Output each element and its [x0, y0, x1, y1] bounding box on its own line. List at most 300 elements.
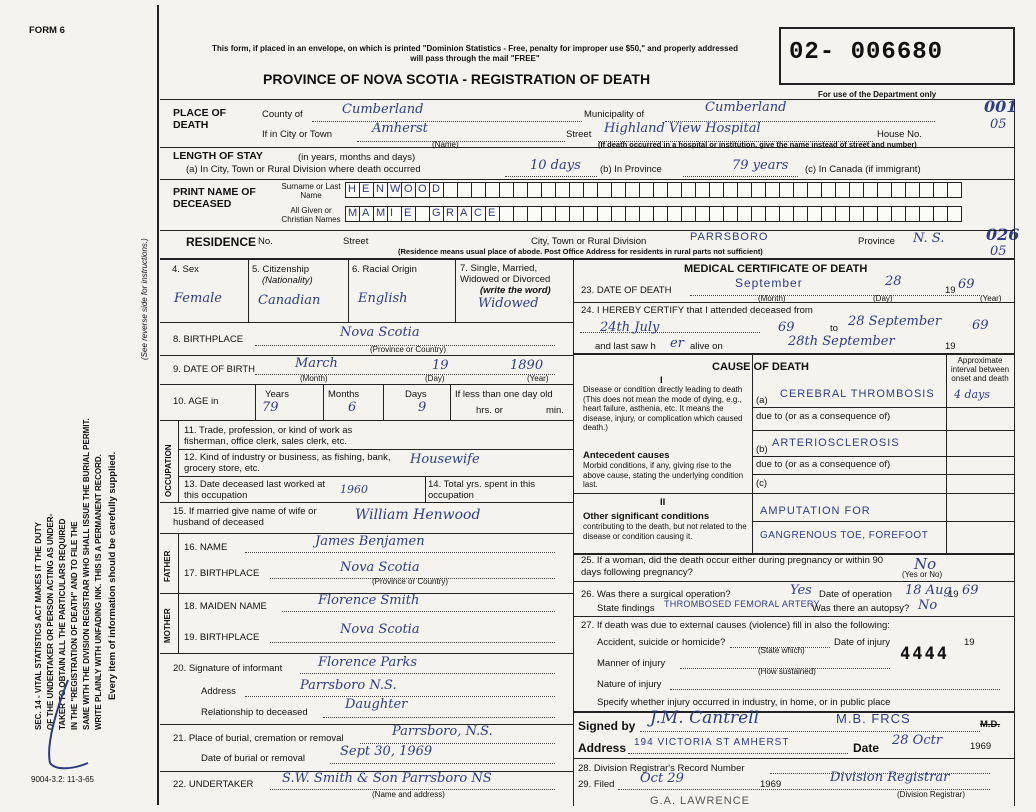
name-letter-box	[905, 206, 920, 222]
name-letter-box	[877, 206, 892, 222]
birth-month-sub: (Month)	[300, 374, 328, 383]
death-month-sub: (Month)	[758, 294, 786, 303]
birth-year: 1890	[510, 358, 544, 373]
hospital-note: (If death occurred in a hospital or institution, give the name instead of street and number)	[598, 140, 917, 149]
rule	[752, 456, 1014, 457]
age-days-value: 9	[418, 400, 427, 415]
name-letter-box	[737, 182, 752, 198]
name-letter-box	[373, 182, 388, 198]
residence-street-label: Street	[343, 236, 369, 247]
instruction-line: IN THE "REGISTRATION OF DEATH" AND TO FILE THE	[70, 521, 79, 730]
name-letter-box	[905, 182, 920, 198]
rule	[178, 593, 179, 653]
name-letter-box	[863, 182, 878, 198]
name-letter-box	[821, 182, 836, 198]
informant-address-value: Parrsboro N.S.	[300, 678, 397, 693]
death-year: 69	[958, 277, 975, 292]
name-letter: M	[376, 207, 386, 219]
rule	[505, 176, 597, 177]
name-letter-box	[345, 182, 360, 198]
name-sublabel: (Name)	[432, 140, 459, 149]
county-value: Cumberland	[342, 102, 424, 117]
mother-birthplace-label: 19. BIRTHPLACE	[184, 632, 260, 643]
registration-number-box	[779, 27, 1015, 85]
pregnancy-label: 25. If a woman, did the death occur either during pregnancy or within 90 days following pregnancy?	[581, 555, 884, 578]
form-number: FORM 6	[29, 25, 65, 36]
name-letter-box	[695, 206, 710, 222]
mother-name-value: Florence Smith	[318, 593, 420, 608]
signed-year: 1969	[970, 741, 992, 752]
occupation-years-label: 14. Total yrs. spent in this occupation	[428, 479, 536, 501]
print-name-label: PRINT NAME OF DECEASED	[173, 186, 256, 210]
name-letter-box	[499, 206, 514, 222]
county-label: County of	[262, 109, 303, 120]
registrar-label: (Division Registrar)	[897, 790, 966, 799]
injury-date-label: Date of injury	[834, 637, 890, 648]
date-of-birth-label: 9. DATE OF BIRTH	[173, 364, 255, 375]
residence-note: (Residence means usual place of abode. Post Office Address for residents in rural parts not sufficient)	[398, 247, 763, 256]
name-letter-box	[863, 206, 878, 222]
signed-by-label: Signed by	[578, 719, 636, 733]
death-year-sub: (Year)	[980, 294, 1002, 303]
street-value: Highland View Hospital	[604, 121, 761, 136]
birthplace-value: Nova Scotia	[340, 325, 420, 340]
cause-a-value: CEREBRAL THROMBOSIS	[780, 388, 935, 400]
pregnancy-value: No	[914, 555, 937, 573]
stay-city-label: (a) In City, Town or Rural Division where death occurred	[186, 164, 421, 175]
name-letter: A	[460, 207, 468, 219]
informant-signature: Florence Parks	[318, 655, 418, 670]
name-letter-box	[667, 206, 682, 222]
rule	[450, 384, 451, 420]
occupation-industry-label: 12. Kind of industry or business, as fishing, bank, grocery store, etc.	[184, 452, 391, 474]
age-years-value: 79	[262, 400, 279, 415]
age-label: 10. AGE in	[173, 396, 219, 407]
birth-year-sub: (Year)	[527, 374, 549, 383]
name-letter-box	[653, 206, 668, 222]
name-letter-box	[723, 206, 738, 222]
age-min-label: min.	[546, 405, 564, 416]
racial-origin-label: 6. Racial Origin	[352, 264, 417, 275]
name-letter-box	[667, 182, 682, 198]
name-letter: H	[348, 183, 356, 195]
part-ii-label: II	[660, 497, 666, 508]
certify-label: 24. I HEREBY CERTIFY that I attended deceased from	[581, 305, 813, 316]
surgery-value: Yes	[790, 583, 812, 598]
name-letter-box	[835, 182, 850, 198]
disease-label: Disease or condition directly leading to death (This does not mean the mode of dying, e.g., heart failure, asthenia, etc. It means the disease, injury, or complication which caused death.)	[583, 385, 743, 432]
name-letter: R	[446, 207, 454, 219]
city-label: If in City or Town	[262, 129, 333, 140]
spouse-value: William Henwood	[355, 507, 481, 523]
city-value: Amherst	[372, 121, 428, 136]
rule	[178, 449, 573, 450]
name-letter-box	[429, 182, 444, 198]
name-letter-box	[541, 182, 556, 198]
rule	[628, 753, 848, 754]
name-letter-box	[401, 206, 416, 222]
name-letter-box	[751, 182, 766, 198]
rule	[383, 384, 384, 420]
stay-province-value: 79 years	[732, 158, 789, 173]
rule	[690, 295, 980, 296]
name-letter-box	[877, 182, 892, 198]
rule	[573, 758, 1014, 759]
name-letter-box	[513, 206, 528, 222]
rule	[683, 176, 798, 177]
father-birthplace-label: 17. BIRTHPLACE	[184, 568, 260, 579]
death-day-sub: (Day)	[873, 294, 893, 303]
surname-label: Surname or Last Name	[281, 182, 341, 200]
racial-origin-value: English	[358, 291, 408, 306]
name-letter-box	[359, 206, 374, 222]
rule	[178, 533, 179, 593]
interval-label: Approximate interval between onset and death	[950, 356, 1010, 383]
rule	[425, 476, 426, 502]
name-letter-box	[345, 206, 360, 222]
burial-place-label: 21. Place of burial, cremation or removal	[173, 733, 344, 744]
rule	[573, 493, 1014, 494]
undertaker-label: 22. UNDERTAKER	[173, 779, 254, 790]
rule	[160, 502, 573, 503]
father-name-value: James Benjamen	[315, 534, 425, 549]
spouse-label: 15. If married give name of wife or husband of deceased	[173, 506, 317, 528]
marital-status-value: Widowed	[478, 296, 539, 311]
name-letter: D	[432, 183, 440, 195]
name-letter-box	[443, 206, 458, 222]
instruction-line: WRITE PLAINLY WITH UNFADING INK. THIS IS A PERMANENT RECORD.	[94, 454, 103, 730]
name-letter-box	[779, 206, 794, 222]
physician-signature: J.M. Cantrell	[650, 708, 760, 728]
rule	[573, 353, 1014, 355]
form-code: 9004-3.2: 11-3-65	[31, 775, 95, 784]
municipality-value: Cumberland	[705, 100, 787, 115]
accident-label: Accident, suicide or homicide?	[597, 637, 726, 648]
due-to-label-1: due to (or as a consequence of)	[756, 411, 891, 422]
name-letter-box	[471, 206, 486, 222]
registrar-print-name: G.A. LAWRENCE	[650, 795, 750, 807]
rule	[160, 653, 573, 654]
informant-address-label: Address	[201, 686, 236, 697]
rule	[946, 353, 947, 553]
name-letter-box	[947, 206, 962, 222]
instruction-line: TAKER TO OBTAIN ALL THE PARTICULARS REQUIRED	[58, 518, 67, 730]
name-letter-box	[765, 182, 780, 198]
rule	[670, 689, 1000, 690]
name-letter: N	[376, 183, 384, 195]
rule	[573, 711, 1014, 713]
name-letter-box	[359, 182, 374, 198]
name-letter-box	[499, 182, 514, 198]
rule	[245, 552, 555, 553]
name-letter-box	[723, 182, 738, 198]
name-letter-box	[569, 182, 584, 198]
rule	[312, 121, 582, 122]
rule	[580, 332, 760, 333]
autopsy-label: Was there an autopsy?	[812, 603, 910, 614]
name-letter-box	[527, 182, 542, 198]
certify-year-1: 69	[778, 320, 795, 335]
name-letter-box	[583, 182, 598, 198]
registrar-signature: Division Registrar	[830, 770, 950, 785]
date-of-death-label: 23. DATE OF DEATH	[581, 285, 672, 296]
last-saw-label: and last saw h	[595, 341, 656, 352]
age-less-label: If less than one day old	[455, 389, 553, 400]
burial-date-value: Sept 30, 1969	[340, 744, 433, 759]
father-name-label: 16. NAME	[184, 542, 228, 553]
part-i-label: I	[660, 375, 663, 386]
name-letter: O	[404, 183, 413, 195]
occupation-side-label: OCCUPATION	[164, 444, 173, 497]
birthplace-label: 8. BIRTHPLACE	[173, 334, 244, 345]
name-letter-box	[471, 182, 486, 198]
father-birthplace-value: Nova Scotia	[340, 560, 420, 575]
name-letter-box	[373, 206, 388, 222]
residence-city-label: City, Town or Rural Division	[531, 236, 647, 247]
name-letter-box	[709, 206, 724, 222]
alive-year-prefix: 19	[945, 341, 956, 352]
antecedent-sub: Morbid conditions, if any, giving rise to the above cause, stating the underlying condition last.	[583, 461, 744, 489]
instruction-line: OF THE UNDERTAKER OR PERSON ACTING AS UNDER-	[46, 513, 55, 730]
age-years-label: Years	[265, 389, 289, 400]
name-letter: E	[404, 207, 412, 219]
name-letter-box	[765, 206, 780, 222]
occupation-industry-value: Housewife	[410, 452, 480, 467]
name-letter-box	[611, 182, 626, 198]
house-label: House No.	[877, 129, 922, 140]
name-letter-box	[569, 206, 584, 222]
dept-code-1: 001	[984, 97, 1018, 116]
certify-year-2: 69	[972, 318, 989, 333]
name-letter: E	[362, 183, 370, 195]
occupation-last-worked-label: 13. Date deceased last worked at this occupation	[184, 479, 326, 501]
rule	[330, 763, 555, 764]
name-letter-box	[639, 182, 654, 198]
name-letter-box	[597, 206, 612, 222]
name-letter-box	[401, 182, 416, 198]
birthplace-sub: (Province or Country)	[370, 345, 447, 354]
stay-province-label: (b) In Province	[600, 164, 662, 175]
cause-b-value: ARTERIOSCLEROSIS	[772, 437, 900, 449]
alive-on-label: alive on	[690, 341, 723, 352]
autopsy-value: No	[918, 598, 938, 613]
name-letter-box	[597, 182, 612, 198]
left-margin-rule	[157, 5, 159, 805]
citizenship-label: 5. Citizenship	[252, 264, 310, 275]
name-letter-box	[807, 206, 822, 222]
name-letter: G	[432, 207, 441, 219]
signed-date-label: Date	[853, 741, 880, 755]
name-letter-box	[793, 182, 808, 198]
operation-date-label: Date of operation	[819, 589, 892, 600]
rule	[160, 355, 573, 356]
name-letter: O	[418, 183, 427, 195]
informant-label: 20. Signature of informant	[173, 663, 283, 674]
death-month: September	[735, 276, 803, 290]
rule	[455, 258, 456, 322]
name-letter-box	[541, 206, 556, 222]
rule	[178, 420, 179, 502]
mother-name-label: 18. MAIDEN NAME	[184, 601, 267, 612]
name-letter-box	[415, 182, 430, 198]
rule	[160, 384, 573, 385]
other-conditions-sub: contributing to the death, but not related to the disease or condition causing it.	[583, 522, 747, 541]
registration-number: 02- 006680	[789, 39, 944, 66]
stamp-number: 4444	[900, 644, 949, 664]
dept-code-2: 05	[990, 117, 1007, 132]
physician-address-value: 194 VICTORIA ST AMHERST	[634, 737, 790, 748]
relationship-value: Daughter	[345, 697, 408, 712]
name-letter-box	[625, 182, 640, 198]
relationship-label: Relationship to deceased	[201, 707, 308, 718]
antecedent-label: Antecedent causes	[583, 450, 670, 461]
cause-b-label: (b)	[756, 444, 768, 455]
age-hrs-label: hrs. or	[476, 405, 503, 416]
residence-province-value: N. S.	[913, 231, 945, 246]
last-saw-value: er	[670, 336, 684, 351]
rule	[248, 258, 249, 322]
rule	[1014, 99, 1015, 806]
name-letter-box	[485, 182, 500, 198]
rule	[255, 384, 256, 420]
name-letter-box	[821, 206, 836, 222]
rule	[160, 179, 1014, 180]
rule	[752, 474, 1014, 475]
pregnancy-sub: (Yes or No)	[902, 570, 943, 579]
residence-no-label: No.	[258, 236, 273, 247]
name-letter-box	[695, 182, 710, 198]
citizenship-value: Canadian	[258, 293, 321, 308]
given-names-label: All Given or Christian Names	[281, 206, 341, 224]
name-letter-box	[387, 182, 402, 198]
rule	[160, 724, 573, 725]
name-letter-box	[513, 182, 528, 198]
birth-month: March	[295, 356, 338, 371]
cause-a-label: (a)	[756, 395, 768, 406]
name-letter-box	[527, 206, 542, 222]
form-title: PROVINCE OF NOVA SCOTIA - REGISTRATION OF DEATH	[263, 71, 651, 87]
street-label: Street	[566, 129, 592, 140]
death-year-prefix: 19	[945, 285, 956, 296]
filed-date: Oct 29	[640, 771, 684, 786]
name-letter-box	[653, 182, 668, 198]
rule	[752, 430, 1014, 431]
name-letter-box	[639, 206, 654, 222]
dept-code-4: 05	[990, 244, 1007, 259]
name-letter: C	[474, 207, 482, 219]
marital-status-label: 7. Single, Married, Widowed or Divorced	[460, 263, 551, 285]
department-use-label: For use of the Department only	[818, 90, 937, 99]
name-letter-box	[681, 206, 696, 222]
instruction-bold: Every item of information should be carefully supplied.	[107, 451, 118, 700]
age-months-value: 6	[348, 400, 357, 415]
name-letter-box	[933, 182, 948, 198]
rule	[323, 384, 324, 420]
birth-day: 19	[432, 358, 449, 373]
operation-year-prefix: 19	[948, 589, 959, 600]
cause-of-death-title: CAUSE OF DEATH	[712, 361, 809, 373]
rule	[573, 616, 1014, 617]
rule	[160, 230, 1014, 231]
rule	[573, 302, 1014, 303]
instruction-line: SAME WITH THE DIVISION REGISTRAR WHO SHALL ISSUE THE BURIAL PERMIT.	[82, 418, 91, 730]
state-which-label: (State which)	[758, 646, 805, 655]
findings-value: THROMBOSED FEMORAL ARTERY	[664, 599, 820, 609]
operation-year: 69	[962, 583, 979, 598]
name-letter-box	[779, 182, 794, 198]
residence-label: RESIDENCE	[186, 235, 257, 249]
mailing-notice: This form, if placed in an envelope, on which is printed "Dominion Statistics - Free, penalty for improper use $50," and properly addressed will pass through the mail "FREE"	[212, 44, 738, 63]
name-letter: W	[390, 183, 401, 195]
rule	[348, 258, 349, 322]
name-letter-box	[849, 182, 864, 198]
name-letter-box	[443, 182, 458, 198]
father-birthplace-sub: (Province or Country)	[372, 577, 449, 586]
certify-to: 28 September	[848, 314, 942, 329]
name-letter: E	[488, 207, 496, 219]
father-side-label: FATHER	[163, 550, 172, 582]
name-letter-box	[919, 182, 934, 198]
rule	[160, 258, 1014, 260]
name-letter-box	[415, 206, 430, 222]
name-letter-box	[751, 206, 766, 222]
rule	[270, 642, 555, 643]
sex-label: 4. Sex	[172, 264, 199, 275]
rule	[357, 141, 565, 142]
other-condition-1: AMPUTATION FOR	[760, 505, 871, 517]
residence-city-value: PARRSBORO	[690, 231, 769, 243]
stay-city-value: 10 days	[530, 158, 581, 173]
name-letter-box	[681, 182, 696, 198]
name-letter-box	[625, 206, 640, 222]
name-letter: I	[390, 207, 394, 219]
certify-to-label: to	[830, 323, 838, 334]
signed-date-value: 28 Octr	[892, 733, 943, 748]
name-letter-box	[933, 206, 948, 222]
undertaker-value: S.W. Smith & Son Parrsboro NS	[282, 771, 492, 786]
name-letter-box	[555, 206, 570, 222]
findings-label: State findings	[597, 603, 655, 614]
name-letter-box	[947, 182, 962, 198]
operation-date-value: 18 Aug	[905, 583, 952, 598]
citizenship-sub: (Nationality)	[262, 275, 313, 286]
instruction-italic: (See reverse side for instructions.)	[140, 238, 149, 360]
name-letter-box	[919, 206, 934, 222]
rule	[573, 581, 1014, 582]
municipality-label: Municipality of	[584, 109, 645, 120]
name-letter-box	[429, 206, 444, 222]
name-letter-box	[793, 206, 808, 222]
rule	[573, 258, 574, 806]
md-label: M.D.	[980, 719, 1001, 730]
dept-code-3: 026	[986, 225, 1020, 244]
name-letter-box	[807, 182, 822, 198]
specify-label: Specify whether injury occurred in industry, in home, or in public place	[597, 697, 891, 708]
filed-label: 29. Filed	[578, 779, 615, 790]
name-letter-box	[891, 182, 906, 198]
birth-day-sub: (Day)	[425, 374, 445, 383]
stay-canada-label: (c) In Canada (if immigrant)	[805, 164, 921, 175]
how-sustained-label: (How sustained)	[758, 667, 816, 676]
place-of-death-label: PLACE OF DEATH	[173, 107, 227, 131]
age-months-label: Months	[328, 389, 360, 400]
external-causes-label: 27. If death was due to external causes (violence) fill in also the following:	[581, 620, 890, 631]
name-letter-box	[457, 206, 472, 222]
rule	[178, 476, 573, 477]
undertaker-sub: (Name and address)	[372, 790, 445, 799]
cause-a-interval: 4 days	[954, 388, 990, 401]
rule	[160, 322, 573, 323]
